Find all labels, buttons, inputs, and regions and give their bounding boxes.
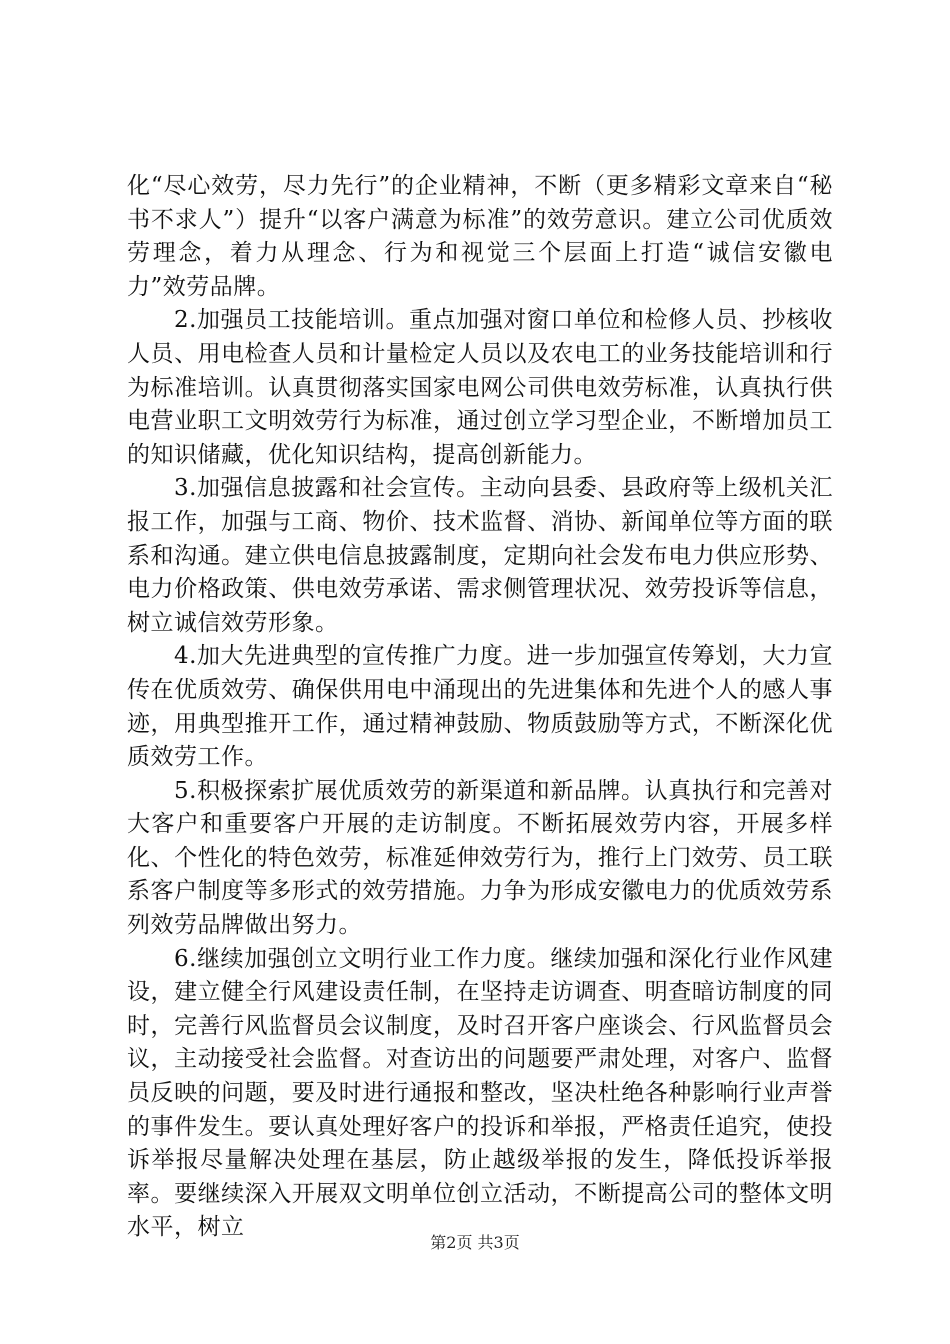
paragraph-item-2: 2.加强员工技能培训。重点加强对窗口单位和检修人员、抄核收人员、用电检查人员和计量检定人员以及农电工的业务技能培训和行为标准培训。认真贯彻落实国家电网公司供电效劳标准，认真执行供电营业职工文明效劳行为标准，通过创立学习型企业，不断增加员工的知识储藏，优化知识结构，提高创新能力。 [127, 307, 833, 468]
page-number-footer: 第2页 共3页 [430, 1233, 520, 1252]
document-body [127, 170, 833, 1245]
paragraph-item-3: 3.加强信息披露和社会宣传。主动向县委、县政府等上级机关汇报工作，加强与工商、物价、技术监督、消协、新闻单位等方面的联系和沟通。建立供电信息披露制度，定期向社会发布电力供应形势、电力价格政策、供电效劳承诺、需求侧管理状况、效劳投诉等信息，树立诚信效劳形象。 [127, 475, 833, 636]
paragraph-item-6: 6.继续加强创立文明行业工作力度。继续加强和深化行业作风建设，建立健全行风建设责任制，在坚持走访调查、明查暗访制度的同时，完善行风监督员会议制度，及时召开客户座谈会、行风监督员会议，主动接受社会监督。对查访出的问题要严肃处理，对客户、监督员反映的问题，要及时进行通报和整改，坚决杜绝各种影响行业声誉的事件发生。要认真处理好客户的投诉和举报，严格责任追究，使投诉举报尽量解决处理在基层，防止越级举报的发生，降低投诉举报率。要继续深入开展双文明单位创立活动，不断提高公司的整体文明水平，树立 [127, 945, 833, 1241]
paragraph-item-5: 5.积极探索扩展优质效劳的新渠道和新品牌。认真执行和完善对大客户和重要客户开展的走访制度。不断拓展效劳内容，开展多样化、个性化的特色效劳，标准延伸效劳行为，推行上门效劳、员工联系客户制度等多形式的效劳措施。力争为形成安徽电力的优质效劳系列效劳品牌做出努力。 [127, 777, 833, 939]
paragraph-item-4: 4.加大先进典型的宣传推广力度。进一步加强宣传筹划，大力宣传在优质效劳、确保供用电中涌现出的先进集体和先进个人的感人事迹，用典型推开工作，通过精神鼓励、物质鼓励等方式，不断深化优质效劳工作。 [127, 643, 833, 771]
paragraph-continuation: 化“尽心效劳，尽力先行”的企业精神，不断（更多精彩文章来自“秘书不求人”）提升“以客户满意为标准”的效劳意识。建立公司优质效劳理念，着力从理念、行为和视觉三个层面上打造“诚信安徽电力”效劳品牌。 [127, 173, 833, 300]
